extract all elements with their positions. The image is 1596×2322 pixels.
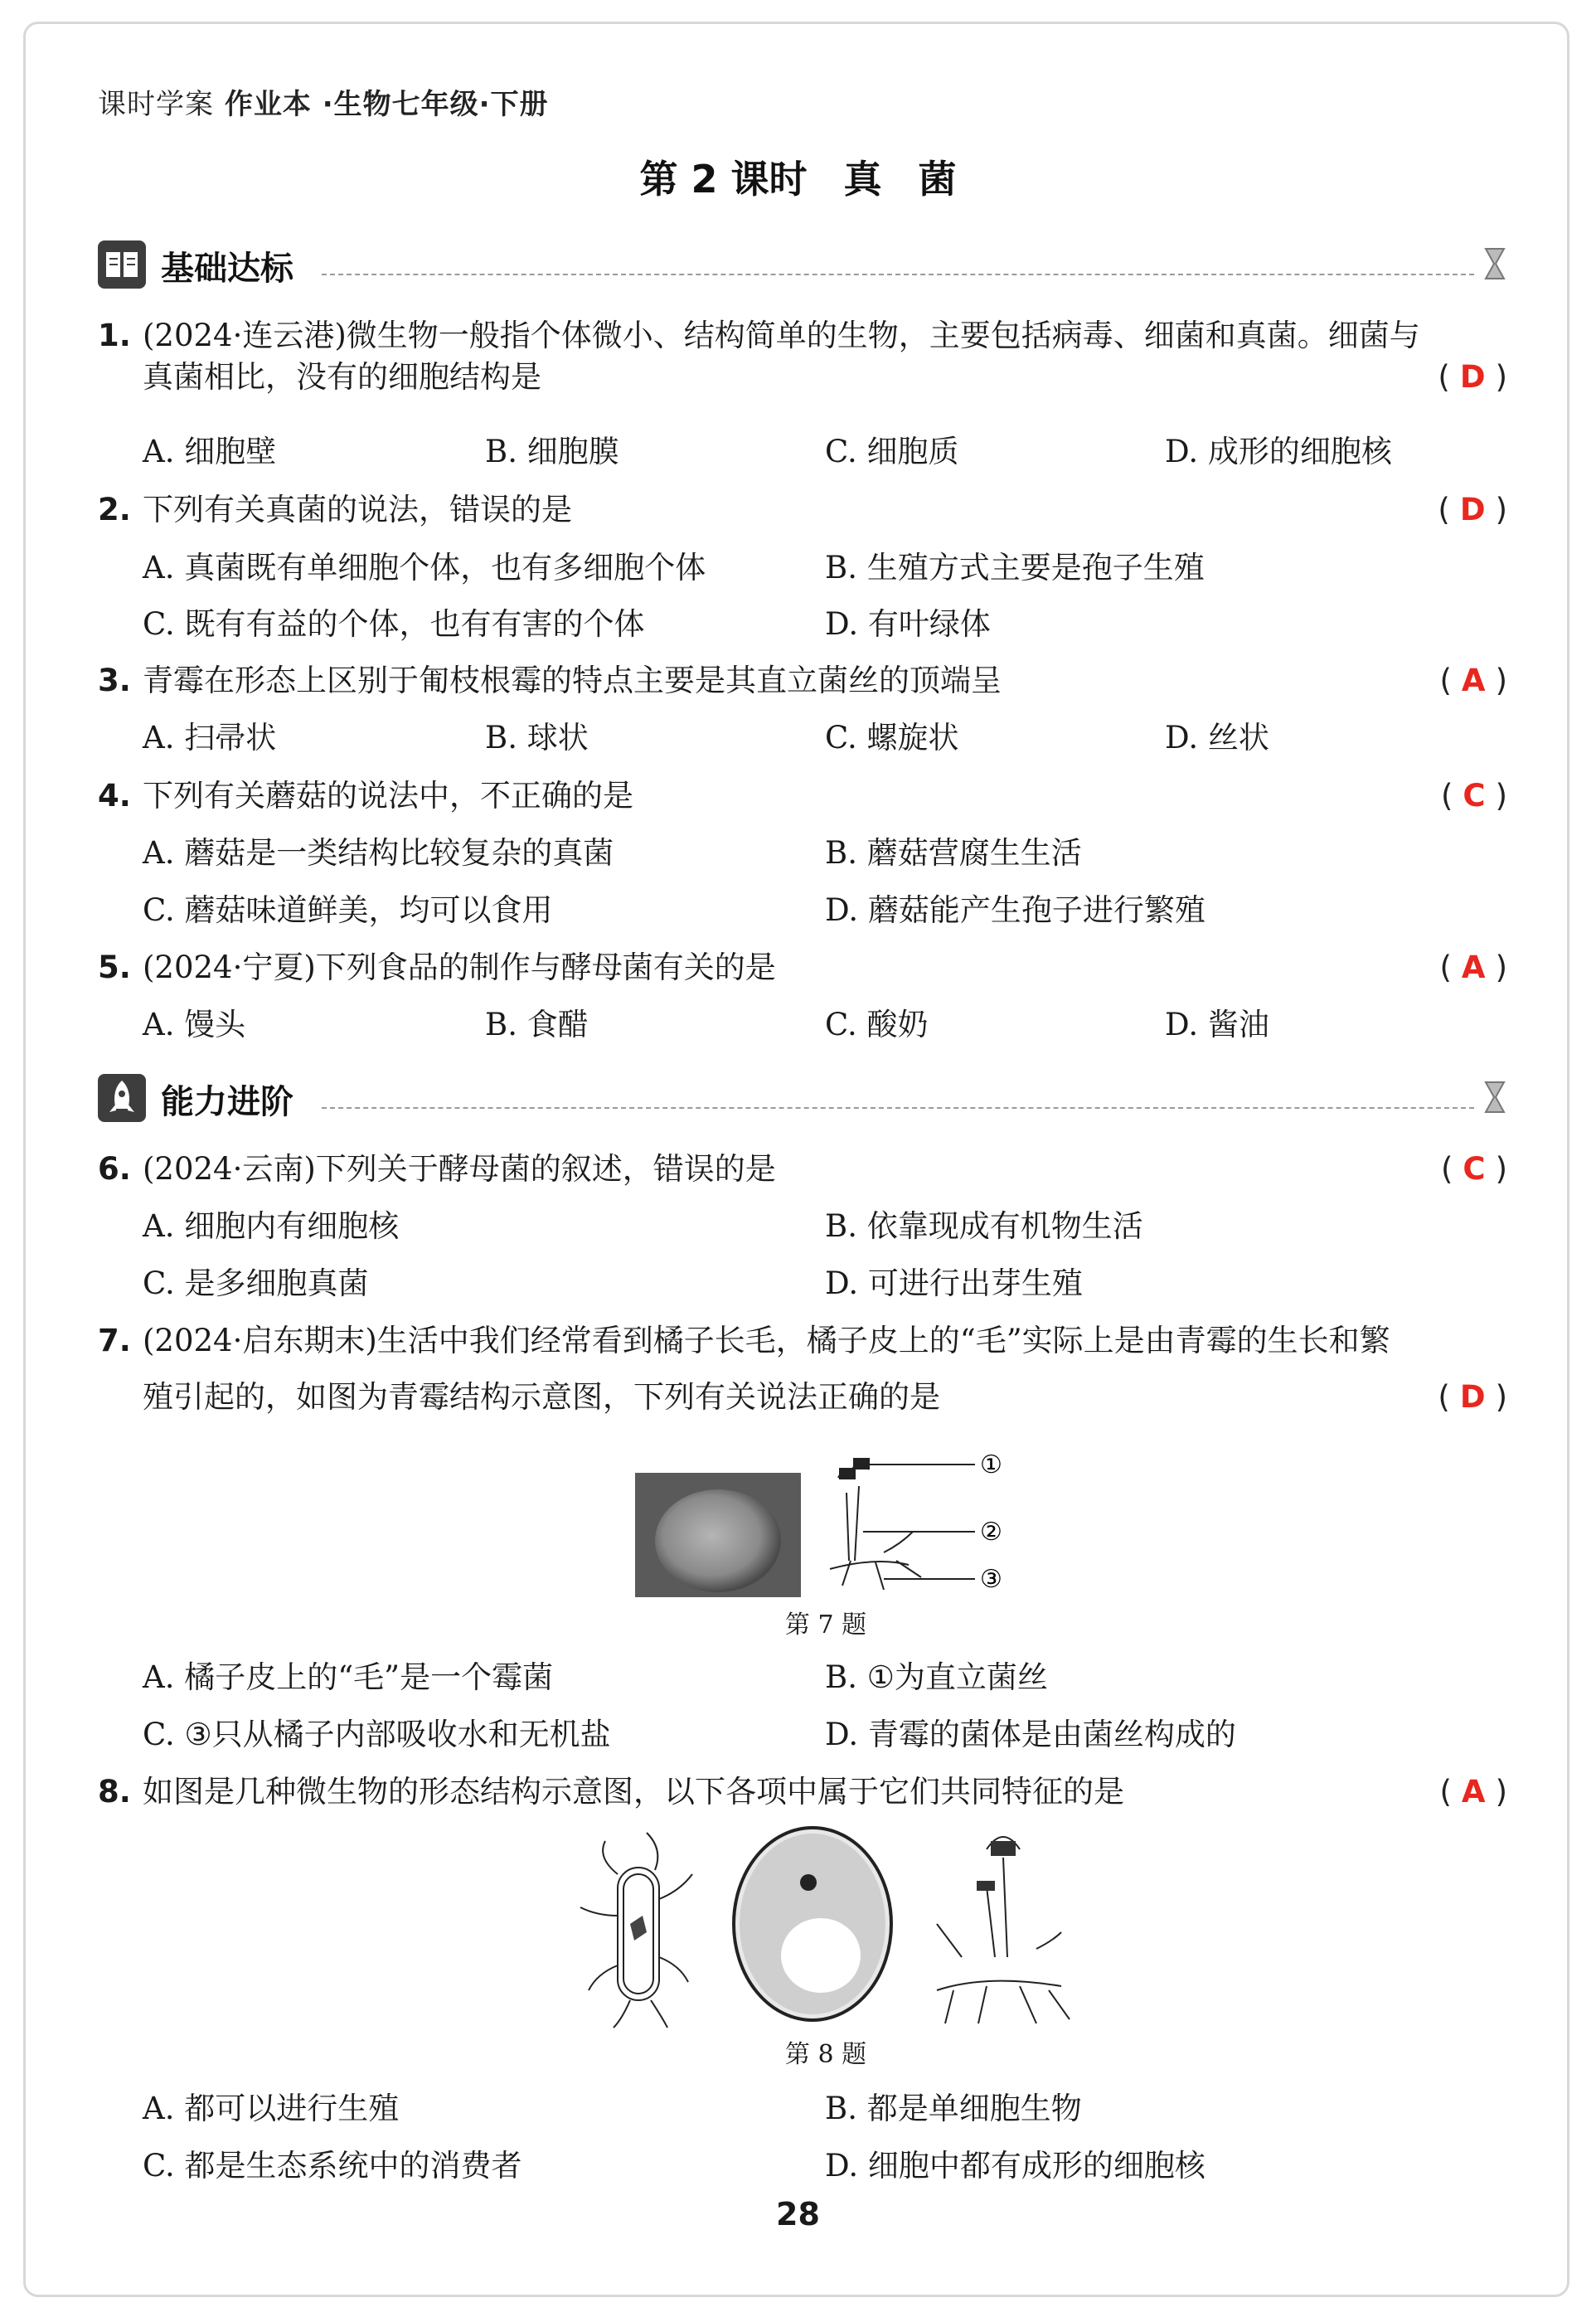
section-divider [322, 1107, 1474, 1109]
yeast-vacuole [781, 1918, 861, 1993]
question-number: 2. [98, 492, 131, 527]
option-b: B. 依靠现成有机物生活 [825, 1208, 1143, 1244]
option-c: C. 细胞质 [825, 434, 959, 469]
question-stem: (2024·启东期末)生活中我们经常看到橘子长毛，橘子皮上的“毛”实际上是由青霉的生长和繁 [143, 1323, 1390, 1358]
answer-bracket: ( C ) [1440, 778, 1507, 814]
option-a: A. 橘子皮上的“毛”是一个霉菌 [143, 1659, 554, 1695]
option-d: D. 青霉的菌体是由菌丝构成的 [825, 1717, 1236, 1752]
book-title: 课时学案 [98, 88, 214, 121]
penicillium-brushes [839, 1458, 870, 1479]
moldy-orange [655, 1489, 781, 1592]
figure-7-caption: 第 7 题 [784, 1610, 867, 1639]
book-subject: ·生物七年级·下册 [322, 88, 549, 121]
question-stem: 下列有关蘑菇的说法中，不正确的是 [143, 778, 633, 814]
figure-8 [572, 1824, 1086, 2032]
section-basic [98, 239, 1507, 290]
answer-letter: D [1459, 359, 1486, 395]
question-number: 6. [98, 1151, 131, 1187]
answer-letter: D [1459, 1379, 1486, 1415]
option-d: D. 蘑菇能产生孢子进行繁殖 [825, 892, 1205, 928]
mold-spores [977, 1841, 1016, 1891]
question-6 [98, 1149, 1507, 1190]
yeast-nucleus [800, 1874, 817, 1891]
question-number: 4. [98, 778, 131, 814]
question-8 [98, 1771, 1507, 1813]
question-number: 1. [98, 318, 131, 353]
option-d: D. 成形的细胞核 [1165, 434, 1392, 469]
question-stem: 如图是几种微生物的形态结构示意图，以下各项中属于它们共同特征的是 [143, 1774, 1124, 1810]
option-b: B. ①为直立菌丝 [825, 1659, 1048, 1695]
question-stem-line2: 殖引起的，如图为青霉结构示意图，下列有关说法正确的是 [143, 1379, 940, 1415]
option-b: B. 细胞膜 [485, 434, 619, 469]
mold [937, 1837, 1070, 2023]
question-stem: (2024·宁夏)下列食品的制作与酵母菌有关的是 [143, 950, 776, 985]
hourglass-icon [1482, 245, 1507, 282]
question-number: 3. [98, 663, 131, 698]
option-b: B. 食醋 [485, 1007, 589, 1042]
option-b: B. 生殖方式主要是孢子生殖 [825, 550, 1205, 585]
option-b: B. 球状 [485, 720, 589, 755]
option-a: A. 都可以进行生殖 [143, 2091, 400, 2126]
question-2 [98, 489, 1507, 531]
rocket-icon [98, 1074, 146, 1122]
question-stem: (2024·云南)下列关于酵母菌的叙述，错误的是 [143, 1151, 776, 1187]
answer-bracket: ( C ) [1440, 1151, 1507, 1187]
question-4 [98, 775, 1507, 817]
question-stem-line2: 真菌相比，没有的细胞结构是 [143, 359, 541, 395]
option-d: D. 丝状 [1165, 720, 1269, 755]
option-a: A. 蘑菇是一类结构比较复杂的真菌 [143, 835, 614, 871]
figure-8-caption: 第 8 题 [784, 2040, 867, 2069]
lesson-topic-a: 真 [843, 157, 882, 202]
answer-letter: C [1463, 1151, 1486, 1187]
question-stem: 青霉在形态上区别于匍枝根霉的特点主要是其直立菌丝的顶端呈 [143, 663, 1002, 698]
question-number: 5. [98, 950, 131, 985]
answer-letter: A [1461, 1774, 1486, 1810]
book-series: 作业本 [224, 88, 312, 121]
answer-letter: D [1459, 492, 1486, 527]
question-5 [98, 947, 1507, 989]
answer-letter: C [1463, 778, 1486, 814]
option-c: C. 酸奶 [825, 1007, 929, 1042]
option-d: D. 有叶绿体 [825, 606, 991, 642]
answer-bracket: ( D ) [1438, 1379, 1507, 1415]
option-d: D. 细胞中都有成形的细胞核 [825, 2148, 1205, 2184]
book-header [98, 81, 549, 122]
option-c: C. 既有有益的个体，也有有害的个体 [143, 606, 645, 642]
question-7 [98, 1320, 1507, 1415]
option-b: B. 蘑菇营腐生生活 [825, 835, 1082, 871]
section-divider [322, 274, 1474, 275]
section-basic-label: 基础达标 [161, 250, 293, 288]
answer-bracket: ( A ) [1439, 1774, 1507, 1810]
page-number: 28 [776, 2196, 820, 2232]
question-stem: (2024·连云港)微生物一般指个体微小、结构简单的生物，主要包括病毒、细菌和真菌。细菌与 [143, 318, 1420, 353]
option-c: C. ③只从橘子内部吸收水和无机盐 [143, 1717, 611, 1752]
question-1 [98, 315, 1507, 398]
answer-letter: A [1461, 663, 1486, 698]
question-3 [98, 660, 1507, 702]
book-icon [98, 240, 146, 289]
hourglass-icon [1482, 1079, 1507, 1115]
answer-bracket: ( A ) [1439, 663, 1507, 698]
option-a: A. 细胞壁 [143, 434, 277, 469]
answer-bracket: ( A ) [1439, 950, 1507, 985]
penicillium-diagram [830, 1461, 975, 1590]
option-a: A. 扫帚状 [143, 720, 277, 755]
lesson-number: 第 2 课时 [639, 157, 808, 202]
option-c: C. 都是生态系统中的消费者 [143, 2148, 522, 2184]
option-c: C. 蘑菇味道鲜美，均可以食用 [143, 892, 553, 928]
lesson-title [0, 149, 1596, 204]
label-3: ③ [980, 1565, 1002, 1594]
option-a: A. 真菌既有单细胞个体，也有多细胞个体 [143, 550, 706, 585]
option-c: C. 螺旋状 [825, 720, 959, 755]
lesson-topic-b: 菌 [918, 157, 957, 202]
section-advanced-label: 能力进阶 [161, 1083, 293, 1121]
option-a: A. 细胞内有细胞核 [143, 1208, 400, 1244]
answer-bracket: ( D ) [1438, 492, 1507, 527]
figure-7 [635, 1453, 1016, 1602]
option-a: A. 馒头 [143, 1007, 246, 1042]
question-stem: 下列有关真菌的说法，错误的是 [143, 492, 572, 527]
option-d: D. 酱油 [1165, 1007, 1269, 1042]
label-2: ② [980, 1518, 1002, 1547]
option-b: B. 都是单细胞生物 [825, 2091, 1082, 2126]
bacterium-dna [630, 1916, 647, 1941]
question-number: 8. [98, 1774, 131, 1810]
answer-bracket: ( D ) [1438, 359, 1507, 395]
question-number: 7. [98, 1323, 131, 1358]
option-d: D. 可进行出芽生殖 [825, 1265, 1083, 1301]
option-c: C. 是多细胞真菌 [143, 1265, 369, 1301]
section-advanced [98, 1072, 1507, 1124]
answer-letter: A [1461, 950, 1486, 985]
label-1: ① [980, 1453, 1002, 1479]
